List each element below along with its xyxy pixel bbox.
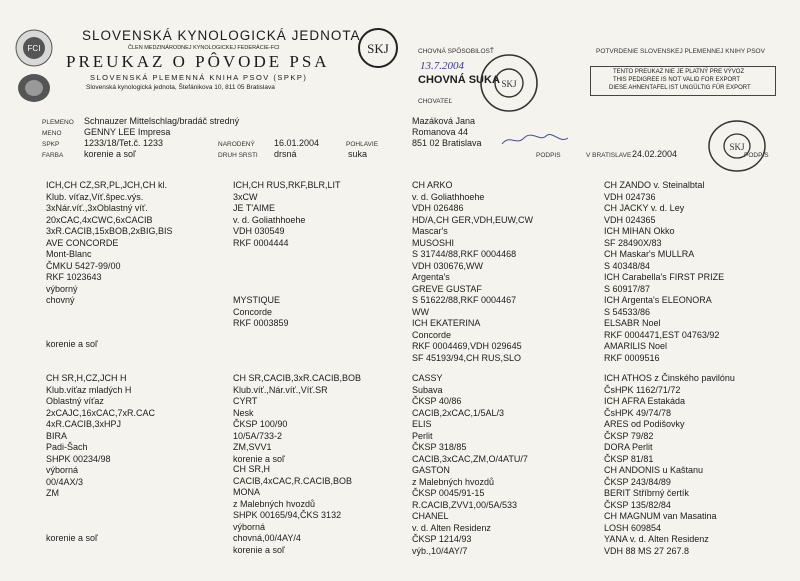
pedigree-line: 10/5A/733-2 [233,430,283,441]
pedigree-line: DORA Perlit [604,442,653,452]
pedigree-line: CH MAGNUM van Masatina [604,511,717,521]
owner-signature [500,132,570,148]
dam-gen2-dam [233,464,352,556]
pedigree-line: z Malebných hvozdů [412,476,495,487]
pedigree-line: VDH 030676,WW [412,260,484,271]
pedigree-line: Mascar's [412,226,448,236]
sire-gen3 [412,180,533,364]
pedigree-line: SF 28490X/83 [604,237,662,248]
breeding-fitness-label: CHOVNÁ SPÔSOBILOSŤ [418,48,494,55]
svg-text:SKJ: SKJ [729,142,745,152]
fci-logo [14,28,54,68]
pedigree-line: GASTON [412,465,450,475]
pedigree-line: VDH 024365 [604,214,656,225]
pedigree-line: JE T'AIME [233,203,276,213]
breed-value: Schnauzer Mittelschlag/bradáč stredný [84,116,240,126]
pedigree-line: ICH ATHOS z Činského pavilónu [604,373,735,383]
pedigree-line: výborná [46,465,79,475]
dam-gen4 [604,373,735,557]
pedigree-line: CASSY [412,373,443,383]
pedigree-line: ICH,CH RUS,RKF,BLR,LIT [233,180,341,190]
svg-text:SKJ: SKJ [501,79,517,89]
pedigree-line: 3xNár.víť.,3xOblastný víť. [46,203,148,213]
label-coat: DRUH SRSTI [218,152,258,159]
pedigree-line: Nesk [233,407,254,418]
pedigree-line: WW [412,306,429,317]
pedigree-line: CYRT [233,396,258,406]
pedigree-line: ČsHPK 1162/71/72 [604,384,681,395]
export-line-en: THIS PEDIGREE IS NOT VALID FOR EXPORT [613,77,741,83]
pedigree-line: CH Maskar's MULLRA [604,249,695,259]
pedigree-line: ELIS [412,419,432,429]
pedigree-line: ČMKU 5427-99/00 [46,260,121,271]
label-name: MENO [42,130,62,137]
pedigree-line: ČKSP 135/82/84 [604,499,671,510]
sex-value: suka [348,149,368,159]
pedigree-line: ČsHPK 49/74/78 [604,407,672,418]
handwritten-date: 13.7.2004 [420,60,464,72]
pedigree-line: ČKSP 100/90 [233,419,288,429]
sire-gen4 [604,180,724,364]
born-value: 16.01.2004 [274,138,320,148]
sire-gen1 [46,180,173,307]
pedigree-line: RKF 0009516 [604,352,660,363]
city-label: V BRATISLAVE [586,152,632,159]
owner-city: 851 02 Bratislava [412,138,482,148]
breeder-label: CHOVATEĽ [418,98,453,105]
label-spkp: SPKP [42,141,60,148]
confirmation-date: 24.02.2004 [632,149,678,159]
pedigree-line: CH SR,H [233,464,271,474]
spkp-value: 1233/18/Tet.č. 1233 [84,138,164,148]
dam-color: korenie a soľ [46,533,98,543]
pedigree-line: ČKSP 1214/93 [412,534,472,544]
org-subtitle: ČLEN MEDZINÁRODNEJ KYNOLOGICKEJ FEDERÁCIE-FCI [128,45,280,51]
pedigree-line: CH ARKO [412,180,453,190]
address: Slovenská kynologická jednota, Štefánikova 10, 811 05 Bratislava [86,84,275,91]
pedigree-line: 00/4AX/3 [46,476,84,487]
pedigree-line: YANA v. d. Alten Residenz [604,534,709,544]
pedigree-line: výborná [233,521,266,532]
export-line-sk: TENTO PREUKAZ NIE JE PLATNÝ PRE VÝVOZ [613,69,745,75]
name-value: GENNY LEE Impresa [84,127,171,137]
skj-logo [356,26,400,70]
pedigree-line: BERIT Stříbrný čertík [604,488,689,498]
sire-gen2-sire [233,180,341,249]
pedigree-line: Mont-Blanc [46,249,92,259]
pedigree-line: AVE CONCORDE [46,237,119,248]
dam-gen1 [46,373,155,500]
signature-label-2: PODPIS [744,152,769,159]
pedigree-line: VDH 026486 [412,203,464,213]
pedigree-line: VDH 030549 [233,226,285,236]
pedigree-line: v. d. Goliathhoehe [233,214,306,225]
pedigree-line: ICH EKATERINA [412,318,481,328]
pedigree-line: GREVE GUSTAF [412,283,482,294]
pedigree-line: ČKSP 0045/91-15 [412,488,485,498]
pedigree-line: MUSOSHI [412,237,455,248]
svg-text:FCI: FCI [27,44,41,53]
svg-text:SKJ: SKJ [367,41,389,56]
org-name: SLOVENSKÁ KYNOLOGICKÁ JEDNOTA [82,28,361,43]
pedigree-line: S 40348/84 [604,260,651,271]
pedigree-line: Klub. víťaz,Víť.špec.výs. [46,191,144,202]
label-born: NARODENÝ [218,141,255,148]
pedigree-line: Argenta's [412,272,450,282]
label-color: FARBA [42,152,64,159]
pedigree-line: Perlit [412,430,433,441]
pedigree-line: 4xR.CACIB,3xHPJ [46,419,122,429]
export-notice [590,66,776,96]
pedigree-line: BIRA [46,430,68,441]
registry-stamp-2 [706,118,768,174]
pedigree-line: CH SR,CACIB,3xR.CACIB,BOB [233,373,362,383]
pedigree-line: S 60917/87 [604,283,651,294]
pedigree-line: ARES od Podišovky [604,419,685,429]
export-line-de: DIESE AHNENTAFEL IST UNGÜLTIG FÜR EXPORT [609,85,751,91]
pedigree-line: RKF 0003859 [233,318,289,328]
pedigree-line: ČKSP 40/86 [412,396,462,406]
pedigree-line: 3xCW [233,191,258,202]
pedigree-line: R.CACIB,ZVV1,00/5A/533 [412,499,518,510]
pedigree-line: RKF 0004444 [233,237,289,248]
owner-street: Romanova 44 [412,127,469,137]
pedigree-line: VDH 024736 [604,191,656,202]
sire-color: korenie a soľ [46,339,98,349]
dam-gen2-sire [233,373,361,465]
pedigree-line: Padi-Šach [46,442,88,452]
pedigree-line: AMARILIS Noel [604,341,668,351]
pedigree-line: CHANEL [412,511,449,521]
pedigree-line: v. d. Alten Residenz [412,522,491,533]
pedigree-line: ICH MIHAN Okko [604,226,675,236]
pedigree-line: RKF 0004471,EST 04763/92 [604,329,720,340]
pedigree-line: SF 45193/94,CH RUS,SLO [412,352,522,363]
pedigree-line: 3xR.CACIB,15xBOB,2xBIG,BIS [46,226,173,236]
pedigree-line: v. d. Goliathhoehe [412,191,485,202]
document-title: PREUKAZ O PÔVODE PSA [66,52,330,71]
pedigree-line: MYSTIQUE [233,295,281,305]
pedigree-line: ICH,CH CZ,SR,PL,JCH,CH kl. [46,180,168,190]
pedigree-line: CH JACKY v. d. Ley [604,203,685,213]
pedigree-line: CACIB,3xCAC,ZM,O/4ATU/7 [412,453,528,464]
pedigree-line: S 54533/86 [604,306,651,317]
pedigree-line: ČKSP 79/82 [604,430,654,441]
pedigree-line: MONA [233,487,260,497]
dam-gen3 [412,373,528,557]
pedigree-line: Oblastný víťaz [46,396,104,406]
pedigree-line: výborný [46,283,78,294]
pedigree-line: Klub.víť.,Nár.víť.,Víť.SR [233,384,328,395]
pedigree-line: RKF 1023643 [46,272,102,282]
sire-gen2-dam [233,295,289,330]
pedigree-line: SHPK 00234/98 [46,453,111,464]
pedigree-line: HD/A,CH GER,VDH,EUW,CW [412,214,534,225]
pedigree-line: CH SR,H,CZ,JCH H [46,373,127,383]
pedigree-line: SHPK 00165/94,ČKS 3132 [233,510,342,520]
pedigree-line: ICH AFRA Estakáda [604,396,686,406]
pedigree-line: CACIB,2xCAC,1/5AL/3 [412,407,505,418]
pedigree-line: Klub.víťaz mladých H [46,384,132,395]
breeding-stamp: CHOVNÁ SUKA [418,74,500,86]
pedigree-line: korenie a soľ [233,453,285,464]
pedigree-line: 2xCAJC,16xCAC,7xR.CAC [46,407,156,418]
pedigree-line: S 51622/88,RKF 0004467 [412,295,517,305]
pedigree-line: ICH Carabella's FIRST PRIZE [604,272,725,282]
pedigree-line: chovný [46,295,75,305]
pedigree-line: VDH 88 MS 27 267.8 [604,545,690,556]
pedigree-line: CH ZANDO v. Steinalbtal [604,180,705,190]
label-breed: PLEMENO [42,119,74,126]
skj-emblem [16,72,52,104]
pedigree-line: ELSABR Noel [604,318,661,328]
pedigree-line: ZM [46,488,59,498]
pedigree-line: ČKSP 318/85 [412,442,467,452]
pedigree-line: RKF 0004469,VDH 029645 [412,341,522,351]
coat-value: drsná [274,149,297,159]
confirmation-title: POTVRDENIE SLOVENSKEJ PLEMENNEJ KNIHY PSOV [596,48,765,55]
pedigree-line: 20xCAC,4xCWC,6xCACIB [46,214,153,225]
pedigree-line: chovná,00/4AY/4 [233,533,301,543]
owner-name: Mazáková Jana [412,116,476,126]
pedigree-line: korenie a soľ [233,544,285,555]
pedigree-line: z Malebných hvozdů [233,498,316,509]
pedigree-line: ČKSP 243/84/89 [604,476,671,487]
registry-stamp [478,52,540,114]
color-value: korenie a soľ [84,149,136,159]
pedigree-line: CACIB,4xCAC,R.CACIB,BOB [233,475,353,486]
pedigree-line: CH ANDONIS u Kaštanu [604,465,704,475]
pedigree-line: Subava [412,384,443,395]
signature-label: PODPIS [536,152,561,159]
pedigree-line: LOSH 609854 [604,522,662,533]
pedigree-line: výb.,10/4AY/7 [412,545,468,556]
registry-name: SLOVENSKÁ PLEMENNÁ KNIHA PSOV (SPKP) [90,73,308,82]
label-sex: POHLAVIE [346,141,379,148]
pedigree-line: ICH Argenta's ELEONORA [604,295,712,305]
pedigree-line: Concorde [412,329,452,340]
pedigree-line: Concorde [233,306,273,317]
pedigree-line: ZM,SVV1 [233,442,272,452]
pedigree-line: ČKSP 81/81 [604,453,654,464]
pedigree-line: S 31744/88,RKF 0004468 [412,249,517,259]
